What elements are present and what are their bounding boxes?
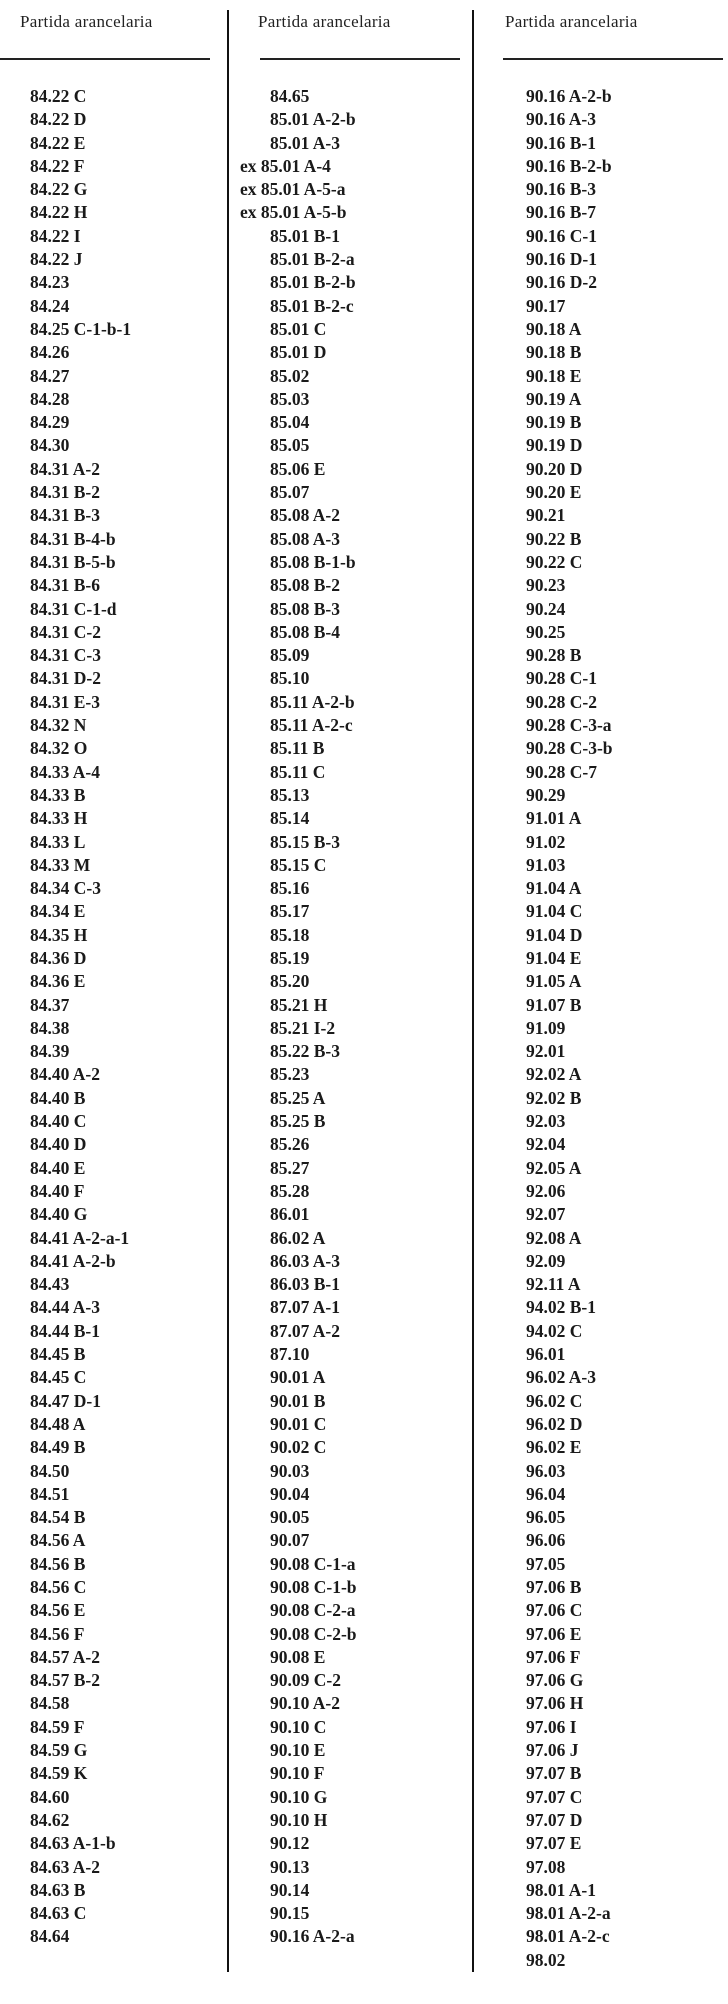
tariff-item: 85.11 B	[270, 738, 325, 759]
tariff-item: 97.06 I	[526, 1716, 577, 1737]
tariff-item: 90.28 C-3-a	[526, 715, 612, 736]
tariff-item: 90.10 E	[270, 1740, 326, 1761]
tariff-item: 94.02 B-1	[526, 1297, 596, 1318]
tariff-item: 84.31 B-2	[30, 482, 100, 503]
tariff-item: 96.06	[526, 1530, 566, 1551]
tariff-item: 84.59 G	[30, 1740, 88, 1761]
tariff-item: 84.56 F	[30, 1623, 85, 1644]
tariff-item: 90.28 C-2	[526, 691, 597, 712]
column-1	[0, 0, 228, 2004]
tariff-item: 90.19 B	[526, 412, 582, 433]
tariff-item: 90.04	[270, 1483, 310, 1504]
column-2	[228, 0, 473, 2004]
tariff-item: 98.01 A-2-a	[526, 1903, 611, 1924]
tariff-item: 96.03	[526, 1460, 566, 1481]
tariff-item: 91.05 A	[526, 971, 582, 992]
tariff-item: 98.01 A-2-c	[526, 1926, 610, 1947]
tariff-item: 85.11 C	[270, 761, 326, 782]
tariff-item: 90.18 A	[526, 318, 582, 339]
tariff-item: 84.27	[30, 365, 70, 386]
column-header: Partida arancelaria	[20, 12, 153, 31]
tariff-item: 97.05	[526, 1553, 566, 1574]
tariff-item: 96.01	[526, 1344, 566, 1365]
tariff-item: 97.06 G	[526, 1670, 584, 1691]
tariff-item: 90.25	[526, 621, 566, 642]
tariff-item: 90.16 C-1	[526, 225, 597, 246]
tariff-item: 85.08 B-3	[270, 598, 340, 619]
tariff-item: 85.21 I-2	[270, 1017, 336, 1038]
tariff-item: 85.15 B-3	[270, 831, 340, 852]
tariff-item: 90.08 C-2-b	[270, 1623, 357, 1644]
tariff-item: 84.28	[30, 388, 70, 409]
tariff-item: 90.21	[526, 505, 566, 526]
tariff-item: 84.59 K	[30, 1763, 88, 1784]
tariff-item: 85.27	[270, 1157, 310, 1178]
tariff-item: 85.01 A-2-b	[270, 109, 356, 130]
tariff-item: 84.47 D-1	[30, 1390, 101, 1411]
tariff-item: 84.58	[30, 1693, 70, 1714]
tariff-item: 90.08 C-2-a	[270, 1600, 356, 1621]
tariff-item: 97.06 C	[526, 1600, 583, 1621]
tariff-item: 90.07	[270, 1530, 310, 1551]
tariff-item: 90.16 A-3	[526, 109, 596, 130]
tariff-item: 97.07 B	[526, 1763, 582, 1784]
tariff-item: 84.51	[30, 1483, 70, 1504]
tariff-item: 90.19 D	[526, 435, 583, 456]
tariff-item: 85.25 B	[270, 1111, 326, 1132]
tariff-item: ex 85.01 A-5-b	[240, 202, 347, 223]
tariff-item: 90.03	[270, 1460, 310, 1481]
tariff-item: 84.22 E	[30, 132, 86, 153]
tariff-item: 84.34 C-3	[30, 878, 101, 899]
tariff-item: 90.16 B-7	[526, 202, 596, 223]
tariff-item: 85.20	[270, 971, 310, 992]
tariff-item: 90.28 C-1	[526, 668, 597, 689]
tariff-item: 90.28 C-7	[526, 761, 597, 782]
tariff-item: 84.40 C	[30, 1111, 87, 1132]
tariff-item: 84.33 A-4	[30, 761, 100, 782]
tariff-item: 97.06 J	[526, 1740, 579, 1761]
tariff-item: 84.41 A-2-b	[30, 1250, 116, 1271]
tariff-item: 92.01	[526, 1041, 566, 1062]
tariff-item: 84.29	[30, 412, 70, 433]
tariff-item: 84.22 D	[30, 109, 87, 130]
tariff-item: 90.10 G	[270, 1786, 328, 1807]
tariff-item: 84.56 E	[30, 1600, 86, 1621]
tariff-item: 90.10 A-2	[270, 1693, 340, 1714]
tariff-item: 98.01 A-1	[526, 1879, 596, 1900]
tariff-item: 85.08 A-2	[270, 505, 340, 526]
tariff-item: 84.64	[30, 1926, 70, 1947]
tariff-item: 85.01 B-2-b	[270, 272, 356, 293]
tariff-item: 84.22 I	[30, 225, 81, 246]
tariff-item: 84.33 B	[30, 784, 86, 805]
tariff-item: 85.15 C	[270, 854, 327, 875]
tariff-item: 84.36 D	[30, 947, 87, 968]
tariff-item: 84.31 A-2	[30, 458, 100, 479]
tariff-item: 90.17	[526, 295, 566, 316]
tariff-item: 96.02 A-3	[526, 1367, 596, 1388]
tariff-item: 84.40 E	[30, 1157, 86, 1178]
tariff-item: 85.14	[270, 808, 310, 829]
tariff-item: 85.17	[270, 901, 310, 922]
tariff-item: 90.16 D-1	[526, 249, 597, 270]
tariff-item: 85.19	[270, 947, 310, 968]
tariff-item: 84.31 B-4-b	[30, 528, 116, 549]
tariff-item: 84.34 E	[30, 901, 86, 922]
tariff-item: 86.03 A-3	[270, 1250, 340, 1271]
tariff-item: 90.23	[526, 575, 566, 596]
tariff-item: 97.07 D	[526, 1809, 583, 1830]
tariff-item: 90.12	[270, 1833, 310, 1854]
tariff-item: 84.57 B-2	[30, 1670, 100, 1691]
tariff-item: 84.33 M	[30, 854, 91, 875]
tariff-item: 86.01	[270, 1204, 310, 1225]
tariff-item: 84.60	[30, 1786, 70, 1807]
tariff-item: 90.22 C	[526, 551, 583, 572]
column-header: Partida arancelaria	[505, 12, 638, 31]
tariff-item: 84.48 A	[30, 1413, 86, 1434]
tariff-item: 90.22 B	[526, 528, 582, 549]
tariff-item: 97.06 B	[526, 1577, 582, 1597]
tariff-item: 90.08 C-1-a	[270, 1553, 356, 1574]
tariff-item: 84.33 L	[30, 831, 86, 852]
tariff-item: ex 85.01 A-5-a	[240, 179, 346, 200]
tariff-item: 85.06 E	[270, 458, 326, 479]
tariff-item: 91.03	[526, 854, 566, 875]
tariff-item: 85.22 B-3	[270, 1041, 340, 1062]
tariff-item: 85.13	[270, 784, 310, 805]
tariff-item: 90.19 A	[526, 388, 582, 409]
tariff-item: 90.15	[270, 1903, 310, 1924]
tariff-item: 84.63 B	[30, 1879, 86, 1900]
tariff-item: 90.08 C-1-b	[270, 1577, 357, 1597]
tariff-list	[30, 85, 131, 1949]
tariff-item: 85.11 A-2-b	[270, 691, 355, 712]
tariff-item: 91.04 D	[526, 924, 583, 945]
tariff-item: 84.30	[30, 435, 70, 456]
tariff-item: 85.08 B-2	[270, 575, 340, 596]
tariff-item: 96.02 D	[526, 1413, 583, 1434]
tariff-item: 97.07 E	[526, 1833, 582, 1854]
tariff-item: 94.02 C	[526, 1320, 583, 1341]
tariff-list	[526, 85, 613, 1972]
tariff-item: 90.01 C	[270, 1413, 327, 1434]
tariff-item: 84.31 B-6	[30, 575, 100, 596]
tariff-item: 84.38	[30, 1017, 70, 1038]
tariff-item: 96.04	[526, 1483, 566, 1504]
tariff-item: 90.16 B-2-b	[526, 155, 612, 176]
tariff-item: 90.08 E	[270, 1646, 326, 1667]
tariff-item: 84.31 B-5-b	[30, 551, 116, 572]
tariff-item: 84.62	[30, 1809, 70, 1830]
tariff-item: 85.18	[270, 924, 310, 945]
tariff-item: 84.26	[30, 342, 70, 363]
tariff-item: 85.05	[270, 435, 310, 456]
tariff-item: 84.36 E	[30, 971, 86, 992]
tariff-item: 84.24	[30, 295, 70, 316]
tariff-item: 96.02 C	[526, 1390, 583, 1411]
tariff-item: 84.45 C	[30, 1367, 87, 1388]
tariff-item: 90.18 E	[526, 365, 582, 386]
tariff-item: 90.10 F	[270, 1763, 325, 1784]
tariff-item: 90.20 D	[526, 458, 583, 479]
column-header: Partida arancelaria	[258, 12, 391, 31]
tariff-item: 91.07 B	[526, 994, 582, 1015]
tariff-item: 90.16 B-3	[526, 179, 596, 200]
tariff-item: 85.01 D	[270, 342, 327, 363]
tariff-item: 84.56 A	[30, 1530, 86, 1551]
tariff-item: 84.23	[30, 272, 70, 293]
tariff-item: 85.03	[270, 388, 310, 409]
tariff-item: 97.07 C	[526, 1786, 583, 1807]
tariff-item: 90.01 A	[270, 1367, 326, 1388]
tariff-item: 97.08	[526, 1856, 566, 1877]
tariff-item: 84.63 C	[30, 1903, 87, 1924]
tariff-item: 84.22 C	[30, 86, 87, 106]
tariff-item: 90.14	[270, 1879, 310, 1900]
header-rule	[260, 58, 460, 60]
tariff-item: 84.44 B-1	[30, 1320, 100, 1341]
tariff-item: 90.13	[270, 1856, 310, 1877]
tariff-item: 91.01 A	[526, 808, 582, 829]
header-rule	[0, 58, 210, 60]
tariff-item: 85.21 H	[270, 994, 328, 1015]
tariff-item: 85.01 B-2-a	[270, 249, 355, 270]
tariff-item: 84.63 A-2	[30, 1856, 100, 1877]
tariff-item: 90.02 C	[270, 1437, 327, 1458]
tariff-item: 92.08 A	[526, 1227, 582, 1248]
tariff-item: 85.09	[270, 645, 310, 666]
tariff-item: 84.22 G	[30, 179, 88, 200]
tariff-item: 92.06	[526, 1180, 566, 1201]
tariff-item: 90.16 A-2-b	[526, 86, 612, 106]
tariff-item: 91.04 A	[526, 878, 582, 899]
tariff-item: 84.31 B-3	[30, 505, 100, 526]
tariff-item: 84.43	[30, 1274, 70, 1295]
tariff-item: 86.03 B-1	[270, 1274, 340, 1295]
tariff-item: 84.40 B	[30, 1087, 86, 1108]
tariff-item: 85.28	[270, 1180, 310, 1201]
tariff-item: 84.31 C-1-d	[30, 598, 117, 619]
tariff-item: 87.07 A-1	[270, 1297, 340, 1318]
tariff-item: 84.49 B	[30, 1437, 86, 1458]
tariff-item: 84.32 O	[30, 738, 88, 759]
tariff-item: 84.40 F	[30, 1180, 85, 1201]
tariff-item: 84.22 F	[30, 155, 85, 176]
tariff-item: 96.05	[526, 1507, 566, 1528]
tariff-item: 90.24	[526, 598, 566, 619]
tariff-item: 87.10	[270, 1344, 310, 1365]
header-rule	[503, 58, 723, 60]
tariff-item: 90.05	[270, 1507, 310, 1528]
tariff-item: 85.08 A-3	[270, 528, 340, 549]
tariff-item: 97.06 F	[526, 1646, 581, 1667]
tariff-item: 85.23	[270, 1064, 310, 1085]
tariff-item: 92.07	[526, 1204, 566, 1225]
tariff-item: 90.16 D-2	[526, 272, 597, 293]
tariff-item: 84.50	[30, 1460, 70, 1481]
tariff-item: 91.04 C	[526, 901, 583, 922]
tariff-item: 85.01 C	[270, 318, 327, 339]
tariff-item: 84.37	[30, 994, 70, 1015]
tariff-item: 84.59 F	[30, 1716, 85, 1737]
tariff-item: 84.31 C-2	[30, 621, 101, 642]
tariff-item: 85.01 A-3	[270, 132, 340, 153]
tariff-item: 85.08 B-4	[270, 621, 340, 642]
tariff-item: 84.63 A-1-b	[30, 1833, 116, 1854]
tariff-item: 91.09	[526, 1017, 566, 1038]
tariff-item: 97.06 E	[526, 1623, 582, 1644]
tariff-item: 90.20 E	[526, 482, 582, 503]
tariff-item: 84.33 H	[30, 808, 88, 829]
tariff-item: 84.54 B	[30, 1507, 86, 1528]
tariff-item: 84.45 B	[30, 1344, 86, 1365]
tariff-item: 85.16	[270, 878, 310, 899]
tariff-item: 84.39	[30, 1041, 70, 1062]
tariff-item: 92.03	[526, 1111, 566, 1132]
tariff-item: 84.31 E-3	[30, 691, 100, 712]
tariff-list	[240, 85, 357, 1949]
tariff-item: 98.02	[526, 1949, 566, 1970]
tariff-item: 91.02	[526, 831, 566, 852]
tariff-item: 85.10	[270, 668, 310, 689]
tariff-item: 84.35 H	[30, 924, 88, 945]
tariff-item: 84.44 A-3	[30, 1297, 100, 1318]
tariff-item: 85.01 B-2-c	[270, 295, 354, 316]
tariff-item: 90.16 B-1	[526, 132, 596, 153]
tariff-item: 84.31 C-3	[30, 645, 101, 666]
tariff-item: 96.02 E	[526, 1437, 582, 1458]
tariff-item: 84.32 N	[30, 715, 87, 736]
tariff-item: 84.57 A-2	[30, 1646, 100, 1667]
tariff-item: 84.56 B	[30, 1553, 86, 1574]
tariff-item: 85.26	[270, 1134, 310, 1155]
tariff-item: 92.11 A	[526, 1274, 581, 1295]
tariff-item: 84.41 A-2-a-1	[30, 1227, 130, 1248]
tariff-item: 90.28 C-3-b	[526, 738, 613, 759]
tariff-item: 91.04 E	[526, 947, 582, 968]
tariff-item: 92.02 B	[526, 1087, 582, 1108]
tariff-item: 84.40 D	[30, 1134, 87, 1155]
tariff-item: 92.02 A	[526, 1064, 582, 1085]
tariff-item: 85.25 A	[270, 1087, 326, 1108]
tariff-item: 90.09 C-2	[270, 1670, 341, 1691]
tariff-item: 90.28 B	[526, 645, 582, 666]
tariff-item: 90.16 A-2-a	[270, 1926, 355, 1947]
tariff-item: 87.07 A-2	[270, 1320, 340, 1341]
tariff-item: 90.10 C	[270, 1716, 327, 1737]
tariff-item: 84.40 G	[30, 1204, 88, 1225]
tariff-item: 84.22 H	[30, 202, 88, 223]
tariff-item: 84.56 C	[30, 1577, 87, 1597]
tariff-item: 85.01 B-1	[270, 225, 340, 246]
tariff-item: 85.04	[270, 412, 310, 433]
tariff-item: 85.11 A-2-c	[270, 715, 353, 736]
tariff-item: ex 85.01 A-4	[240, 155, 331, 176]
column-3	[473, 0, 728, 2004]
tariff-item: 90.29	[526, 784, 566, 805]
tariff-item: 84.25 C-1-b-1	[30, 318, 132, 339]
tariff-item: 84.65	[270, 86, 310, 106]
tariff-item: 85.08 B-1-b	[270, 551, 356, 572]
tariff-item: 84.22 J	[30, 249, 83, 270]
tariff-item: 86.02 A	[270, 1227, 326, 1248]
tariff-item: 84.31 D-2	[30, 668, 101, 689]
tariff-item: 92.05 A	[526, 1157, 582, 1178]
tariff-item: 97.06 H	[526, 1693, 584, 1714]
tariff-item: 92.09	[526, 1250, 566, 1271]
tariff-item: 85.02	[270, 365, 310, 386]
tariff-item: 84.40 A-2	[30, 1064, 100, 1085]
tariff-item: 85.07	[270, 482, 310, 503]
tariff-item: 90.01 B	[270, 1390, 326, 1411]
tariff-item: 92.04	[526, 1134, 566, 1155]
tariff-item: 90.10 H	[270, 1809, 328, 1830]
tariff-item: 90.18 B	[526, 342, 582, 363]
